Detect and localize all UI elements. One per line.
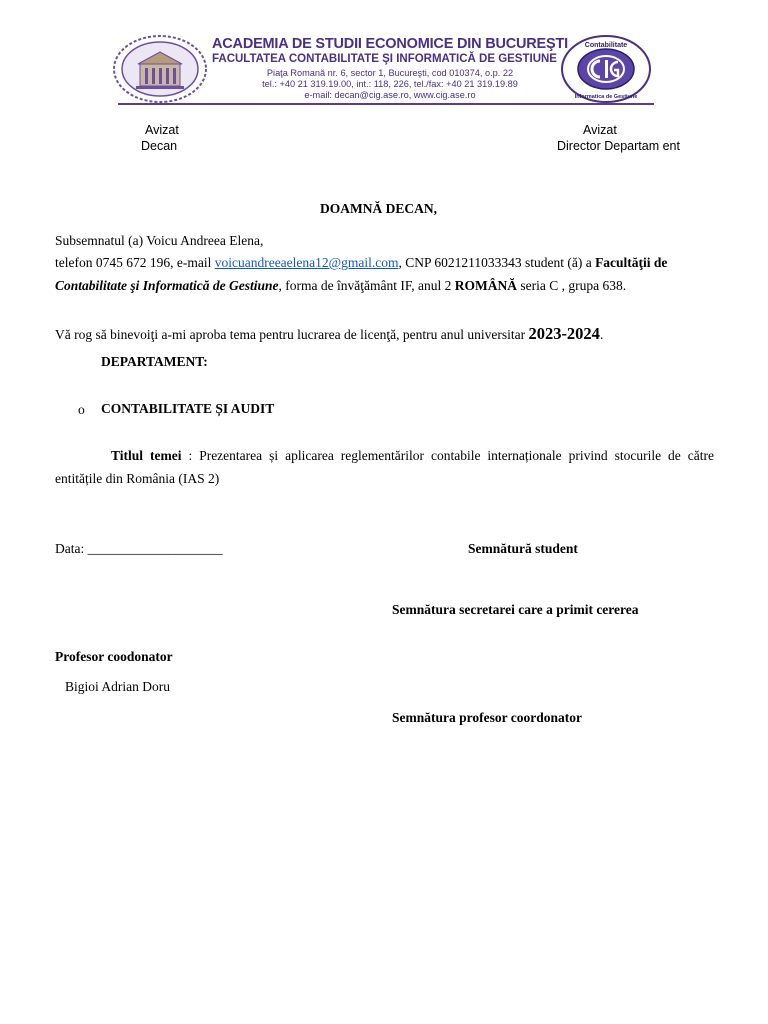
email-link[interactable]: voicuandreeaelena12@gmail.com [214,255,399,270]
approval-director-label: Avizat [583,123,617,137]
study-line [55,277,626,295]
department-name: CONTABILITATE ȘI AUDIT [101,401,275,416]
request-line [55,325,603,344]
faculty-name-part1: Facultăţii de [595,255,668,270]
date-line: Data: ____________________ [55,541,223,556]
academic-year: 2023-2024 [528,324,600,343]
coordinator-name: Bigioi Adrian Doru [65,679,170,694]
approval-director-role: Director Departam ent [557,139,680,153]
faculty-name-part2: Contabilitate şi Informatică de Gestiune [55,278,279,293]
institution-title: ACADEMIA DE STUDII ECONOMICE DIN BUCUREŞTI [212,36,568,52]
approval-dean-role: Decan [141,139,178,153]
faculty-title: FACULTATEA CONTABILITATE ŞI INFORMATICĂ DE GESTIUNE [212,53,557,65]
topic-label: Titlul temei [111,448,182,463]
contact-line [55,254,667,272]
cnp-text: , CNP 6021211033343 student (ă) a [398,255,596,270]
department-label: DEPARTAMENT: [101,354,208,369]
bullet-marker: o [78,402,85,417]
topic-paragraph [55,444,714,490]
ase-building-seal-icon [112,34,208,104]
approval-dean-label: Avizat [145,123,179,137]
address-line-1: Piaţa Romană nr. 6, sector 1, Bucureşti, cod 010374, o.p. 22 [266,68,514,78]
coordinator-signature-label: Semnătura profesor coordonator [392,710,582,725]
series-group-text: seria C , grupa 638. [517,278,627,293]
address-line-2: tel.: +40 21 319.19.00, int.: 118, 226, tel./fax: +40 21 319.19.89 [262,79,518,89]
study-language: ROMÂNĂ [454,278,518,293]
contact-phone-text: telefon 0745 672 196, e-mail [55,255,215,270]
study-form-text: , forma de învăţământ IF, anul 2 [278,278,455,293]
address-line-3: e-mail: decan@cig.ase.ro, www.cig.ase.ro [304,90,476,100]
coordinator-label: Profesor coodonator [55,649,173,664]
topic-text: : Prezentarea și aplicarea reglementărilor contabile internaționale privind stocurile de către entitățile din România (IAS 2) [55,448,715,486]
secretary-signature-label: Semnătura secretarei care a primit cererea [392,602,639,617]
request-text: Vă rog să binevoiţi a-mi aproba tema pentru lucrarea de licenţă, pentru anul universitar [55,327,529,342]
request-end: . [599,327,604,342]
header-divider [118,103,654,105]
applicant-line: Subsemnatul (a) Voicu Andreea Elena, [55,233,264,248]
student-signature-label: Semnătură student [468,541,578,556]
salutation: DOAMNĂ DECAN, [320,201,437,216]
cig-seal-top-text: Contabilitate [584,42,628,49]
cig-seal-bottom-text: Informatica de Gestiune [574,94,638,100]
cig-seal-icon [560,34,652,104]
